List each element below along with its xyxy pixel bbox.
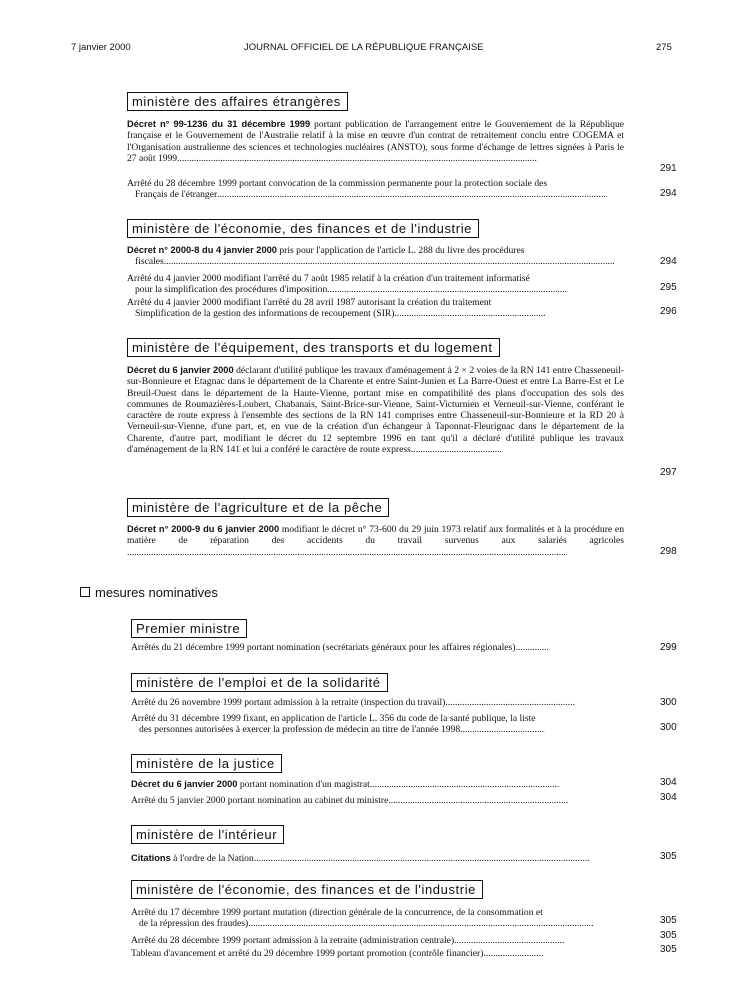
heading-emploi-solidarite: ministère de l'emploi et de la solidarité	[131, 673, 388, 692]
entry-text-cont: pour la simplification des procédures d'imposition	[135, 284, 328, 296]
entry-decret-2000-8	[127, 245, 624, 268]
leader-dots	[395, 308, 545, 319]
entry-text: Arrêté du 26 novembre 1999 portant admission à la retraite (inspection du travail)	[131, 697, 446, 708]
entry-lead: Citations	[131, 853, 171, 863]
entry-arretes-21-dec	[131, 642, 628, 653]
entry-text: à l'ordre de la Nation	[170, 853, 254, 864]
page-ref: 294	[660, 188, 677, 199]
leader-dots	[388, 795, 568, 806]
entry-text-cont: de la répression des fraudes)	[139, 918, 249, 930]
page-ref: 294	[660, 256, 677, 267]
entry-arrete-31-dec	[131, 713, 628, 736]
leader-dots	[370, 779, 560, 790]
page-ref: 304	[660, 792, 677, 803]
page-ref: 299	[660, 642, 677, 653]
page-ref: 304	[660, 777, 677, 788]
leader-dots	[516, 642, 548, 653]
square-bullet-icon	[80, 587, 90, 597]
heading-economie-finances-2: ministère de l'économie, des finances et de l'industrie	[131, 880, 483, 899]
entry-decret-magistrat	[131, 779, 628, 790]
section-title: mesures nominatives	[95, 585, 218, 600]
heading-interieur: ministère de l'intérieur	[131, 825, 284, 844]
entry-lead: Décret n° 2000-8 du 4 janvier 2000	[127, 245, 277, 255]
page-number: 275	[656, 42, 672, 53]
entry-text: Arrêté du 28 décembre 1999 portant convocation de la commission permanente pour la protection sociale des	[127, 178, 548, 189]
leader-dots	[254, 853, 589, 864]
section-mesures-nominatives	[80, 585, 218, 600]
heading-premier-ministre: Premier ministre	[131, 619, 247, 638]
entry-decret-99-1236	[127, 119, 624, 164]
entry-text: Arrêté du 17 décembre 1999 portant mutation (direction générale de la concurrence, de la consommation et	[131, 907, 543, 918]
entry-arrete-28-dec-retraite	[131, 935, 628, 946]
entry-text: Arrêtés du 21 décembre 1999 portant nomination (secrétariats généraux pour les affaires régionales)	[131, 642, 516, 653]
entry-text-cont: Français de l'étranger	[135, 189, 218, 201]
journal-title: JOURNAL OFFICIEL DE LA RÉPUBLIQUE FRANÇAISE	[244, 42, 484, 53]
header-date: 7 janvier 2000	[71, 42, 131, 53]
page-ref: 305	[660, 930, 677, 941]
entry-arrete-28-dec	[127, 178, 624, 201]
entry-text: Arrêté du 31 décembre 1999 fixant, en application de l'article L. 356 du code de la santé publique, la liste	[131, 713, 536, 724]
page-ref: 305	[660, 944, 677, 955]
entry-arrete-17-dec	[131, 907, 628, 930]
entry-text: modifiant le décret n° 73-600 du 29 juin 1973 relatif aux formalités et à la procédure en matière de réparation des accidents du travail survenus aux salariés agricoles	[127, 524, 624, 547]
leader-dots	[445, 697, 575, 708]
entry-text: déclarant d'utilité publique les travaux d'aménagement à 2 × 2 voies de la RN 141 entre Chasseneuil-sur-Bonnieure et Etagnac dans le département de la Charente et entre Saint-Junien et La Barre-Ouest et entre La Barre-Est et Le Breuil-Ouest dans le département de la Haute-Vienne, portant mise en compatibilité des plans d'occupation des sols des communes de Roumazières-Loubert, Chabanais, Saint-Brice-sur-Vienne, Saint-Victurnien et Verneuil-sur-Vienne, conférant le caractère de route express à l'ensemble des sections de la RN 141 comprises entre Chasseneuil-sur-Bonnieure et la RD 20 à Verneuil-sur-Vienne, d'une part, et, en vue de la création d'un échangeur à Taponnat-Fleurignac dans le département de la Charente, d'autre part, modifiant le décret du 12 septembre 1996 en tant qu'il a déclaré d'utilité publique les travaux d'aménagement de la RN 141 et lui a conféré le caractère de route express	[127, 365, 624, 456]
heading-agriculture-peche: ministère de l'agriculture et de la pêche	[127, 498, 389, 517]
entry-lead: Décret n° 99-1236 du 31 décembre 1999	[127, 119, 311, 129]
page-ref: 297	[660, 467, 677, 478]
heading-equipement-transports: ministère de l'équipement, des transports et du logement	[127, 338, 500, 357]
page-ref: 300	[660, 722, 677, 733]
heading-economie-finances: ministère de l'économie, des finances et de l'industrie	[127, 219, 479, 238]
entry-lead: Décret du 6 janvier 2000	[127, 365, 234, 375]
leader-dots	[460, 724, 545, 735]
page-ref: 305	[660, 851, 677, 862]
entry-text: portant nomination d'un magistrat	[237, 779, 370, 790]
entry-arrete-4-janvier-b	[127, 297, 624, 320]
page-ref: 295	[660, 282, 677, 293]
leader-dots	[177, 153, 537, 164]
entry-decret-6-janvier-rn141	[127, 365, 624, 455]
page-ref: 298	[660, 546, 677, 557]
entry-tableau-avancement	[131, 948, 628, 959]
entry-lead: Décret n° 2000-9 du 6 janvier 2000	[127, 524, 280, 534]
heading-affaires-etrangeres: ministère des affaires étrangères	[127, 92, 348, 111]
entry-text-cont: fiscales	[135, 256, 164, 268]
page-ref: 305	[660, 915, 677, 926]
leader-dots	[217, 189, 607, 200]
entry-text: portant publication de l'arrangement entre le Gouvernement de la République française et le Gouvernement de l'Australie relatif à la mise en œuvre d'un contrat de retraitement conclu entre COGEMA et l'Organisation australienne des sciences et technologies nucléaires (ANSTO), sous forme d'échange de lettres signées à Paris le 27 août 1999	[127, 119, 624, 164]
entry-decret-2000-9	[127, 524, 624, 558]
page-ref: 296	[660, 306, 677, 317]
leader-dots	[483, 948, 543, 959]
page-ref: 300	[660, 697, 677, 708]
leader-dots	[454, 935, 564, 946]
entry-arrete-5-janvier	[131, 795, 628, 806]
leader-dots	[411, 444, 501, 455]
entry-text-cont: des personnes autorisées à exercer la profession de médecin au titre de l'année 1998	[139, 724, 461, 736]
entry-text: Tableau d'avancement et arrêté du 29 décembre 1999 portant promotion (contrôle financier)	[131, 948, 484, 959]
entry-arrete-26-nov	[131, 697, 628, 708]
entry-arrete-4-janvier-a	[127, 273, 624, 296]
leader-dots	[164, 256, 614, 267]
entry-citations	[131, 853, 628, 864]
entry-text-cont: Simplification de la gestion des informations de recoupement (SIR)	[135, 308, 395, 320]
heading-justice: ministère de la justice	[131, 754, 282, 773]
leader-dots	[248, 918, 593, 929]
entry-text: Arrêté du 4 janvier 2000 modifiant l'arrêté du 28 avril 1987 autorisant la création du traitement	[127, 297, 492, 308]
entry-text: Arrêté du 4 janvier 2000 modifiant l'arrêté du 7 août 1985 relatif à la création d'un traitement informatisé	[127, 273, 530, 284]
entry-text: Arrêté du 5 janvier 2000 portant nomination au cabinet du ministre	[131, 795, 389, 806]
entry-text: Arrêté du 28 décembre 1999 portant admission à la retraite (administration centrale)	[131, 935, 455, 946]
entry-text: pris pour l'application de l'article L. 288 du livre des procédures	[276, 245, 525, 256]
leader-dots	[327, 284, 567, 295]
leader-dots	[127, 547, 567, 558]
page-ref: 291	[660, 163, 677, 174]
entry-lead: Décret du 6 janvier 2000	[131, 779, 238, 789]
